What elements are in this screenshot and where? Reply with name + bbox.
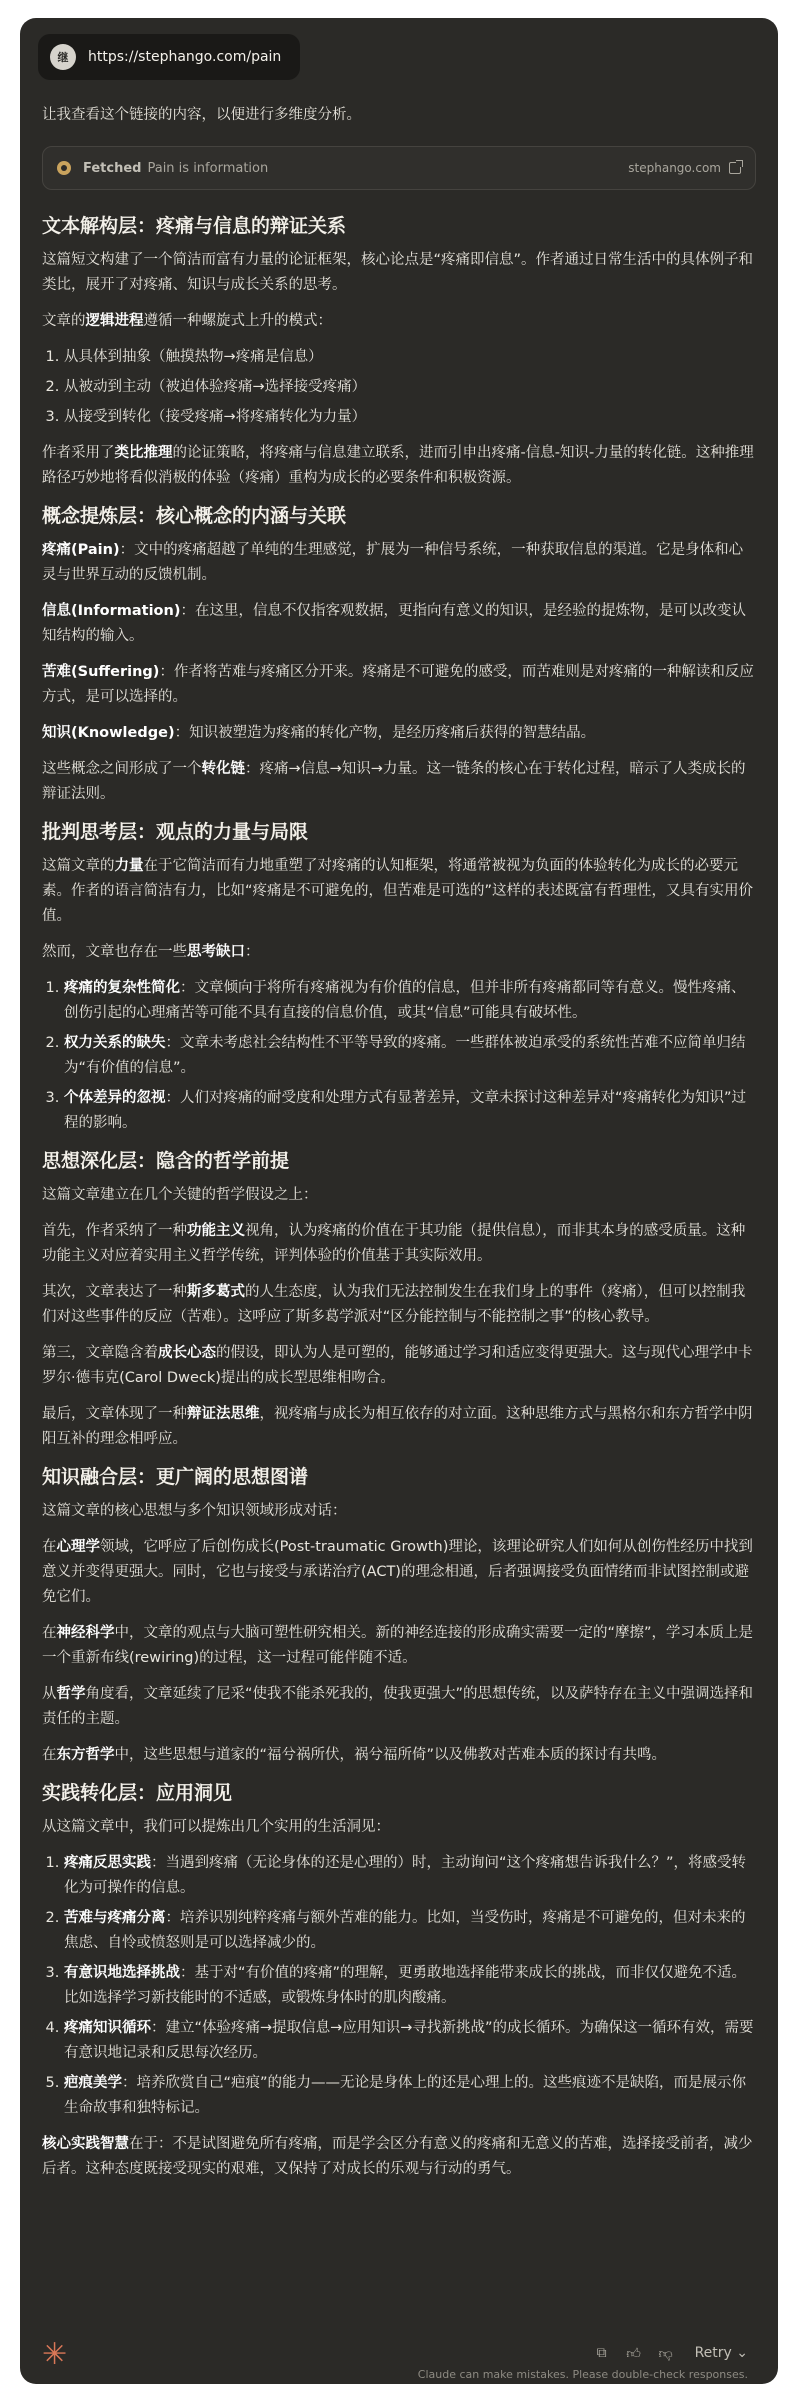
bold-text: 疼痛反思实践 xyxy=(64,1855,151,1871)
bold-text: 疼痛知识循环 xyxy=(64,2020,151,2036)
favicon-icon xyxy=(57,161,71,175)
list-item xyxy=(64,2071,756,2121)
paragraph: 这篇文章建立在几个关键的哲学假设之上： xyxy=(42,1187,318,1203)
paragraph xyxy=(42,1280,756,1330)
user-avatar: 继 xyxy=(50,44,76,70)
list-item xyxy=(64,1086,756,1136)
bold-text: 功能主义 xyxy=(187,1223,245,1239)
bold-text: 苦难(Suffering) xyxy=(42,664,160,680)
text: ： xyxy=(245,944,260,960)
text: 最后，文章体现了一种 xyxy=(42,1406,187,1422)
section-heading: 思想深化层：隐含的哲学前提 xyxy=(42,1150,290,1172)
paragraph xyxy=(42,309,756,334)
paragraph xyxy=(42,2132,756,2182)
bold-text: 转化链 xyxy=(201,761,245,777)
list-item: 1. 从具体到抽象（触摸热物→疼痛是信息） xyxy=(64,345,756,370)
text: 其次，文章表达了一种 xyxy=(42,1284,187,1300)
text: ：作者将苦难与疼痛区分开来。疼痛是不可避免的感受，而苦难则是对疼痛的一种解读和反应方式，是可以选择的。 xyxy=(42,664,754,705)
bold-text: 东方哲学 xyxy=(56,1747,115,1763)
text: 这些概念之间形成了一个 xyxy=(42,761,202,777)
text: 领域，它呼应了后创伤成长(Post-traumatic Growth)理论，该理论研究人们如何从创伤性经历中找到意义并变得更强大。同时，它也与接受与承诺治疗(ACT)的理念相通，后者强调接受负面情绪而非试图控制或避免它们。 xyxy=(42,1539,753,1605)
claude-logo-icon: ✳ xyxy=(42,2337,68,2372)
list-item xyxy=(64,1906,756,1956)
text: 在于：不是试图避免所有疼痛，而是学会区分有意义的疼痛和无意义的苦难，选择接受前者，减少后者。这种态度既接受现实的艰难，又保持了对成长的乐观与行动的勇气。 xyxy=(42,2136,753,2177)
paragraph xyxy=(42,599,756,649)
bold-text: 权力关系的缺失 xyxy=(64,1035,166,1051)
paragraph xyxy=(42,1743,756,1768)
text: 中，这些思想与道家的“福兮祸所伏，祸兮福所倚”以及佛教对苦难本质的探讨有共鸣。 xyxy=(114,1747,667,1763)
paragraph xyxy=(42,1341,756,1391)
paragraph: 从这篇文章中，我们可以提炼出几个实用的生活洞见： xyxy=(42,1819,390,1835)
bold-text: 思考缺口 xyxy=(187,944,245,960)
text: 作者采用了 xyxy=(42,445,115,461)
text: ：基于对“有价值的疼痛”的理解，更勇敢地选择能带来成长的挑战，而非仅仅避免不适。比如选择学习新技能时的不适感，或锻炼身体时的肌肉酸痛。 xyxy=(64,1965,747,2006)
bold-text: 类比推理 xyxy=(114,445,173,461)
assistant-response xyxy=(42,102,756,2193)
bold-text: 神经科学 xyxy=(56,1625,115,1641)
paragraph xyxy=(42,757,756,807)
text: ：疼痛→信息→知识→力量。这一链条的核心在于转化过程，暗示了人类成长的辩证法则。 xyxy=(42,761,746,802)
section-heading: 知识融合层：更广阔的思想图谱 xyxy=(42,1466,309,1488)
text: ：知识被塑造为疼痛的转化产物，是经历疼痛后获得的智慧结晶。 xyxy=(174,725,596,741)
text: 在 xyxy=(42,1747,57,1763)
bold-text: 疼痛(Pain) xyxy=(42,542,120,558)
numbered-list xyxy=(64,345,756,430)
retry-button[interactable] xyxy=(695,2345,748,2361)
bold-text: 有意识地选择挑战 xyxy=(64,1965,180,1981)
text: ：在这里，信息不仅指客观数据，更指向有意义的知识，是经验的提炼物，是可以改变认知结构的输入。 xyxy=(42,603,746,644)
fetched-domain: stephango.com xyxy=(628,161,721,175)
list-item xyxy=(64,1961,756,2011)
thumbs-down-icon[interactable]: 👎︎ xyxy=(658,2345,673,2362)
paragraph xyxy=(42,721,756,746)
bold-text: 心理学 xyxy=(56,1539,100,1555)
text: 的假设，即认为人是可塑的，能够通过学习和适应变得更强大。这与现代心理学中卡罗尔·德韦克(Carol Dweck)提出的成长型思维相吻合。 xyxy=(42,1345,753,1386)
text: ：文中的疼痛超越了单纯的生理感觉，扩展为一种信号系统，一种获取信息的渠道。它是身体和心灵与世界互动的反馈机制。 xyxy=(42,542,744,583)
list-item: 2. 从被动到主动（被迫体验疼痛→选择接受疼痛） xyxy=(64,375,756,400)
text: 中，文章的观点与大脑可塑性研究相关。新的神经连接的形成确实需要一定的“摩擦”，学习本质上是一个重新布线(rewiring)的过程，这一过程可能伴随不适。 xyxy=(42,1625,754,1666)
text: 文章的 xyxy=(42,313,86,329)
paragraph xyxy=(42,940,756,965)
text: 在 xyxy=(42,1539,57,1555)
bold-text: 信息(Information) xyxy=(42,603,181,619)
bold-text: 力量 xyxy=(114,858,144,874)
text: 首先，作者采纳了一种 xyxy=(42,1223,187,1239)
paragraph xyxy=(42,1402,756,1452)
paragraph xyxy=(42,1219,756,1269)
chevron-down-icon: ⌄ xyxy=(736,2345,748,2361)
paragraph xyxy=(42,1682,756,1732)
text: 角度看，文章延续了尼采“使我不能杀死我的，使我更强大”的思想传统，以及萨特存在主义中强调选择和责任的主题。 xyxy=(42,1686,754,1727)
copy-icon[interactable]: ⧉ xyxy=(596,2345,607,2361)
section-heading: 批判思考层：观点的力量与局限 xyxy=(42,821,309,843)
section-heading: 概念提炼层：核心概念的内涵与关联 xyxy=(42,505,347,527)
chat-window xyxy=(20,18,778,2384)
bold-text: 核心实践智慧 xyxy=(42,2136,129,2152)
bold-text: 成长心态 xyxy=(158,1345,216,1361)
bold-text: 斯多葛式 xyxy=(187,1284,245,1300)
paragraph xyxy=(42,441,756,491)
paragraph: 这篇短文构建了一个简洁而富有力量的论证框架，核心论点是“疼痛即信息”。作者通过日常生活中的具体例子和类比，展开了对疼痛、知识与成长关系的思考。 xyxy=(42,252,754,293)
section-heading: 文本解构层：疼痛与信息的辩证关系 xyxy=(42,215,347,237)
list-item xyxy=(64,1031,756,1081)
bold-text: 逻辑进程 xyxy=(85,313,144,329)
text: 遵循一种螺旋式上升的模式： xyxy=(143,313,332,329)
text: 然而，文章也存在一些 xyxy=(42,944,187,960)
fetched-title: Pain is information xyxy=(147,160,269,176)
text: ：培养识别纯粹疼痛与额外苦难的能力。比如，当受伤时，疼痛是不可避免的，但对未来的焦虑、自怜或愤怒则是可以选择减少的。 xyxy=(64,1910,746,1951)
bold-text: 疼痛的复杂性简化 xyxy=(64,980,180,996)
paragraph xyxy=(42,660,756,710)
paragraph xyxy=(42,538,756,588)
text: 在 xyxy=(42,1625,57,1641)
bold-text: 疤痕美学 xyxy=(64,2075,122,2091)
text: ：人们对疼痛的耐受度和处理方式有显著差异，文章未探讨这种差异对“疼痛转化为知识”过程的影响。 xyxy=(64,1090,747,1131)
paragraph xyxy=(42,1621,756,1671)
paragraph xyxy=(42,854,756,929)
disclaimer: Claude can make mistakes. Please double-check responses. xyxy=(417,2368,748,2381)
text: ：培养欣赏自己“疤痕”的能力——无论是身体上的还是心理上的。这些痕迹不是缺陷，而是展示你生命故事和独特标记。 xyxy=(64,2075,747,2116)
text: 的人生态度，认为我们无法控制发生在我们身上的事件（疼痛），但可以控制我们对这些事件的反应（苦难）。这呼应了斯多葛学派对“区分能控制与不能控制之事”的核心教导。 xyxy=(42,1284,746,1325)
numbered-list xyxy=(64,1851,756,2121)
paragraph xyxy=(42,1535,756,1610)
external-link-icon[interactable] xyxy=(729,162,741,174)
text: ，视疼痛与成长为相互依存的对立面。这种思维方式与黑格尔和东方哲学中阴阳互补的理念相呼应。 xyxy=(42,1406,753,1447)
bold-text: 哲学 xyxy=(56,1686,86,1702)
bold-text: 个体差异的忽视 xyxy=(64,1090,166,1106)
list-item xyxy=(64,976,756,1026)
thumbs-up-icon[interactable]: 👍︎ xyxy=(626,2345,641,2362)
text: ：文章倾向于将所有疼痛视为有价值的信息，但并非所有疼痛都同等有意义。慢性疼痛、创伤引起的心理痛苦等可能不具有直接的信息价值，或其“信息”可能具有破坏性。 xyxy=(64,980,746,1021)
text: 这篇文章的 xyxy=(42,858,115,874)
text: 第三，文章隐含着 xyxy=(42,1345,158,1361)
response-actions xyxy=(591,2342,748,2364)
user-message-url[interactable]: https://stephango.com/pain xyxy=(88,49,282,65)
text: 在于它简洁而有力地重塑了对疼痛的认知框架，将通常被视为负面的体验转化为成长的必要元素。作者的语言简洁有力，比如“疼痛是不可避免的，但苦难是可选的”这样的表述既富有哲理性，又具有实用价值。 xyxy=(42,858,754,924)
list-item xyxy=(64,2016,756,2066)
numbered-list xyxy=(64,976,756,1136)
list-item xyxy=(64,1851,756,1901)
bold-text: 苦难与疼痛分离 xyxy=(64,1910,166,1926)
text: 视角，认为疼痛的价值在于其功能（提供信息），而非其本身的感受质量。这种功能主义对应着实用主义哲学传统，评判体验的价值基于其实际效用。 xyxy=(42,1223,746,1264)
text: ：文章未考虑社会结构性不平等导致的疼痛。一些群体被迫承受的系统性苦难不应简单归结为“有价值的信息”。 xyxy=(64,1035,746,1076)
fetched-label: Fetched xyxy=(83,160,142,176)
bold-text: 知识(Knowledge) xyxy=(42,725,175,741)
section-heading: 实践转化层：应用洞见 xyxy=(42,1782,233,1804)
response-intro: 让我查看这个链接的内容，以便进行多维度分析。 xyxy=(42,107,361,123)
text: ：建立“体验疼痛→提取信息→应用知识→寻找新挑战”的成长循环。为确保这一循环有效，需要有意识地记录和反思每次经历。 xyxy=(64,2020,754,2061)
text: 的论证策略，将疼痛与信息建立联系，进而引申出疼痛-信息-知识-力量的转化链。这种推理路径巧妙地将看似消极的体验（疼痛）重构为成长的必要条件和积极资源。 xyxy=(42,445,754,486)
fetched-card[interactable] xyxy=(42,146,756,190)
text: 从 xyxy=(42,1686,57,1702)
retry-label: Retry xyxy=(694,2345,732,2361)
user-message xyxy=(38,34,300,80)
text: ：当遇到疼痛（无论身体的还是心理的）时，主动询问“这个疼痛想告诉我什么？”，将感受转化为可操作的信息。 xyxy=(64,1855,747,1896)
bold-text: 辩证法思维 xyxy=(187,1406,260,1422)
response-footer xyxy=(42,2337,756,2381)
paragraph: 这篇文章的核心思想与多个知识领域形成对话： xyxy=(42,1503,347,1519)
list-item: 3. 从接受到转化（接受疼痛→将疼痛转化为力量） xyxy=(64,405,756,430)
